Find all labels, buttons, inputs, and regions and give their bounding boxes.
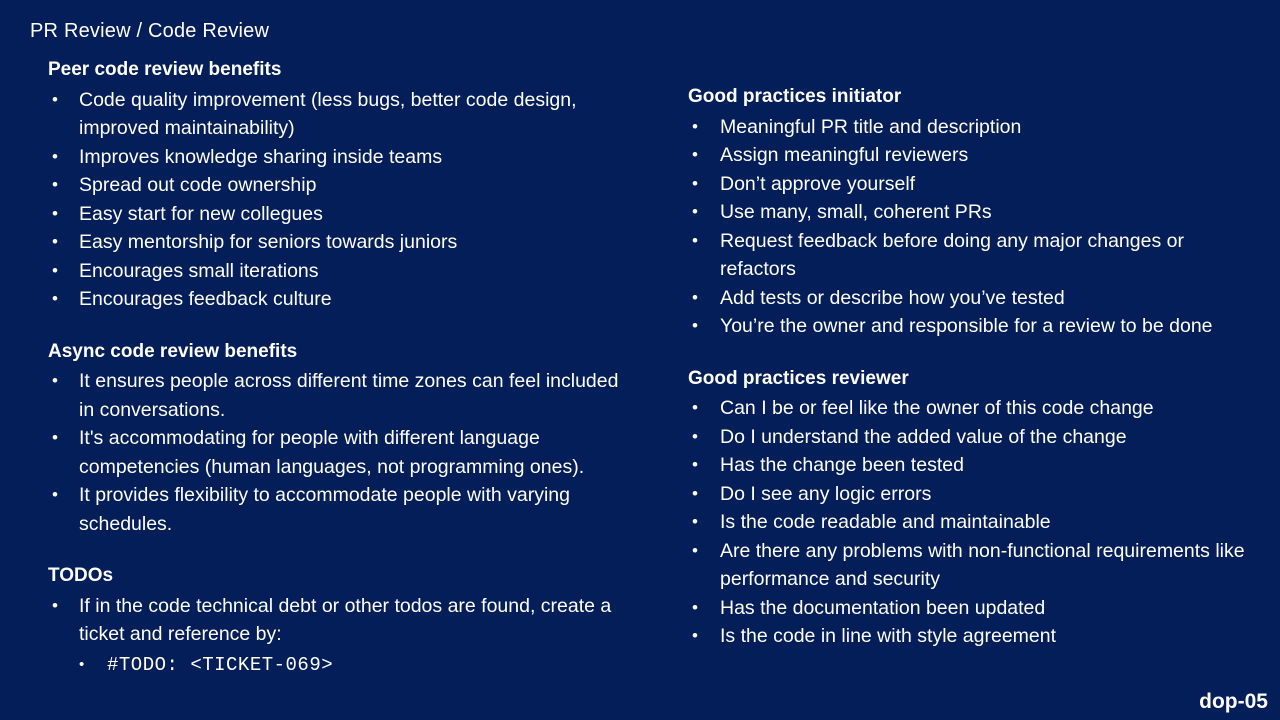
list-item (688, 508, 1252, 537)
list-item-text: Use many, small, coherent PRs (720, 201, 992, 224)
bullet-icon: • (692, 173, 698, 193)
list-item-text: Don’t approve yourself (720, 172, 916, 195)
list-item-text: Can I be or feel like the owner of this code change (720, 397, 1154, 420)
bullet-icon: • (52, 146, 58, 166)
sub-list-item (79, 650, 622, 680)
bullet-icon: • (52, 260, 58, 280)
sub-bullet-list (79, 650, 622, 680)
list-item (48, 200, 622, 229)
bullet-icon: • (692, 483, 698, 503)
section-good-practices-reviewer (688, 365, 1252, 651)
bullet-icon: • (52, 485, 58, 505)
bullet-list (48, 592, 622, 680)
list-item-text: It ensures people across different time zones can feel included in conversations. (79, 370, 619, 421)
todo-code-snippet: #TODO: <TICKET-069> (107, 653, 334, 676)
section-title: Async code review benefits (48, 340, 298, 362)
list-item-text: It provides flexibility to accommodate people with varying schedules. (79, 484, 570, 535)
bullet-icon: • (52, 89, 58, 109)
list-item (48, 592, 622, 680)
list-item-text: Meaningful PR title and description (720, 115, 1022, 138)
list-item (48, 367, 622, 424)
list-item-text: Improves knowledge sharing inside teams (79, 145, 443, 168)
list-item (688, 451, 1252, 480)
list-item-text: It's accommodating for people with different language competencies (human languages, not programming ones). (79, 427, 585, 478)
section-good-practices-initiator (688, 83, 1252, 341)
list-item (688, 312, 1252, 341)
bullet-icon: • (52, 232, 58, 252)
bullet-icon: • (692, 455, 698, 475)
page-number: dop-05 (1199, 690, 1268, 713)
section-title: TODOs (48, 565, 114, 587)
list-item (688, 284, 1252, 313)
list-item (48, 86, 622, 143)
bullet-icon: • (692, 287, 698, 307)
list-item (688, 423, 1252, 452)
list-item (48, 228, 622, 257)
section-todos (48, 562, 622, 679)
section-title: Good practices reviewer (688, 367, 909, 389)
list-item-text: If in the code technical debt or other todos are found, create a ticket and reference by: (79, 594, 612, 646)
bullet-icon: • (692, 116, 698, 136)
list-item (688, 394, 1252, 423)
bullet-icon: • (692, 398, 698, 418)
bullet-list (688, 394, 1252, 651)
section-title: Peer code review benefits (48, 59, 282, 80)
section-async-code-review-benefits (48, 338, 622, 539)
list-item (688, 622, 1252, 651)
left-column (0, 56, 640, 720)
bullet-icon: • (692, 626, 698, 646)
breadcrumb: PR Review / Code Review (30, 20, 270, 42)
bullet-icon: • (52, 595, 58, 615)
list-item-text: Do I see any logic errors (720, 482, 932, 505)
bullet-icon: • (52, 175, 58, 195)
list-item (48, 424, 622, 481)
list-item-text: Assign meaningful reviewers (720, 144, 969, 167)
list-item-text: Spread out code ownership (79, 174, 317, 197)
section-peer-code-review-benefits (48, 56, 622, 314)
list-item (48, 143, 622, 172)
right-column (640, 56, 1280, 720)
list-item (688, 113, 1252, 142)
bullet-icon: • (692, 316, 698, 336)
list-item-text: Request feedback before doing any major changes or refactors (720, 229, 1184, 281)
bullet-icon: • (692, 540, 698, 560)
list-item-text: Has the change been tested (720, 454, 964, 477)
list-item-text: Easy start for new collegues (79, 202, 323, 225)
list-item (688, 480, 1252, 509)
bullet-icon: • (692, 597, 698, 617)
list-item-text: Do I understand the added value of the change (720, 425, 1127, 448)
section-title: Good practices initiator (688, 86, 902, 107)
bullet-list (48, 86, 622, 314)
bullet-icon: • (79, 655, 85, 673)
list-item (48, 171, 622, 200)
bullet-icon: • (692, 512, 698, 532)
bullet-icon: • (52, 371, 58, 391)
bullet-icon: • (692, 145, 698, 165)
bullet-icon: • (52, 289, 58, 309)
slide-body (0, 56, 1280, 720)
list-item (48, 285, 622, 314)
list-item-text: Has the documentation been updated (720, 596, 1046, 619)
list-item-text: Is the code in line with style agreement (720, 625, 1057, 648)
bullet-icon: • (692, 202, 698, 222)
bullet-list (688, 113, 1252, 341)
list-item-text: Are there any problems with non-functional requirements like performance and security (720, 539, 1245, 591)
list-item-text: You’re the owner and responsible for a review to be done (720, 315, 1213, 338)
list-item-text: Encourages feedback culture (79, 288, 332, 311)
list-item (688, 170, 1252, 199)
list-item (688, 594, 1252, 623)
list-item-text: Code quality improvement (less bugs, better code design, improved maintainability) (79, 88, 577, 140)
bullet-icon: • (52, 203, 58, 223)
list-item-text: Easy mentorship for seniors towards juniors (79, 231, 458, 254)
bullet-icon: • (692, 230, 698, 250)
list-item-text: Add tests or describe how you’ve tested (720, 286, 1065, 309)
list-item-text: Encourages small iterations (79, 259, 319, 282)
list-item (688, 537, 1252, 594)
bullet-icon: • (692, 426, 698, 446)
list-item-text: Is the code readable and maintainable (720, 511, 1051, 534)
list-item (688, 198, 1252, 227)
bullet-list (48, 367, 622, 538)
bullet-icon: • (52, 428, 58, 448)
list-item (48, 481, 622, 538)
list-item (688, 227, 1252, 284)
list-item (688, 141, 1252, 170)
list-item (48, 257, 622, 286)
